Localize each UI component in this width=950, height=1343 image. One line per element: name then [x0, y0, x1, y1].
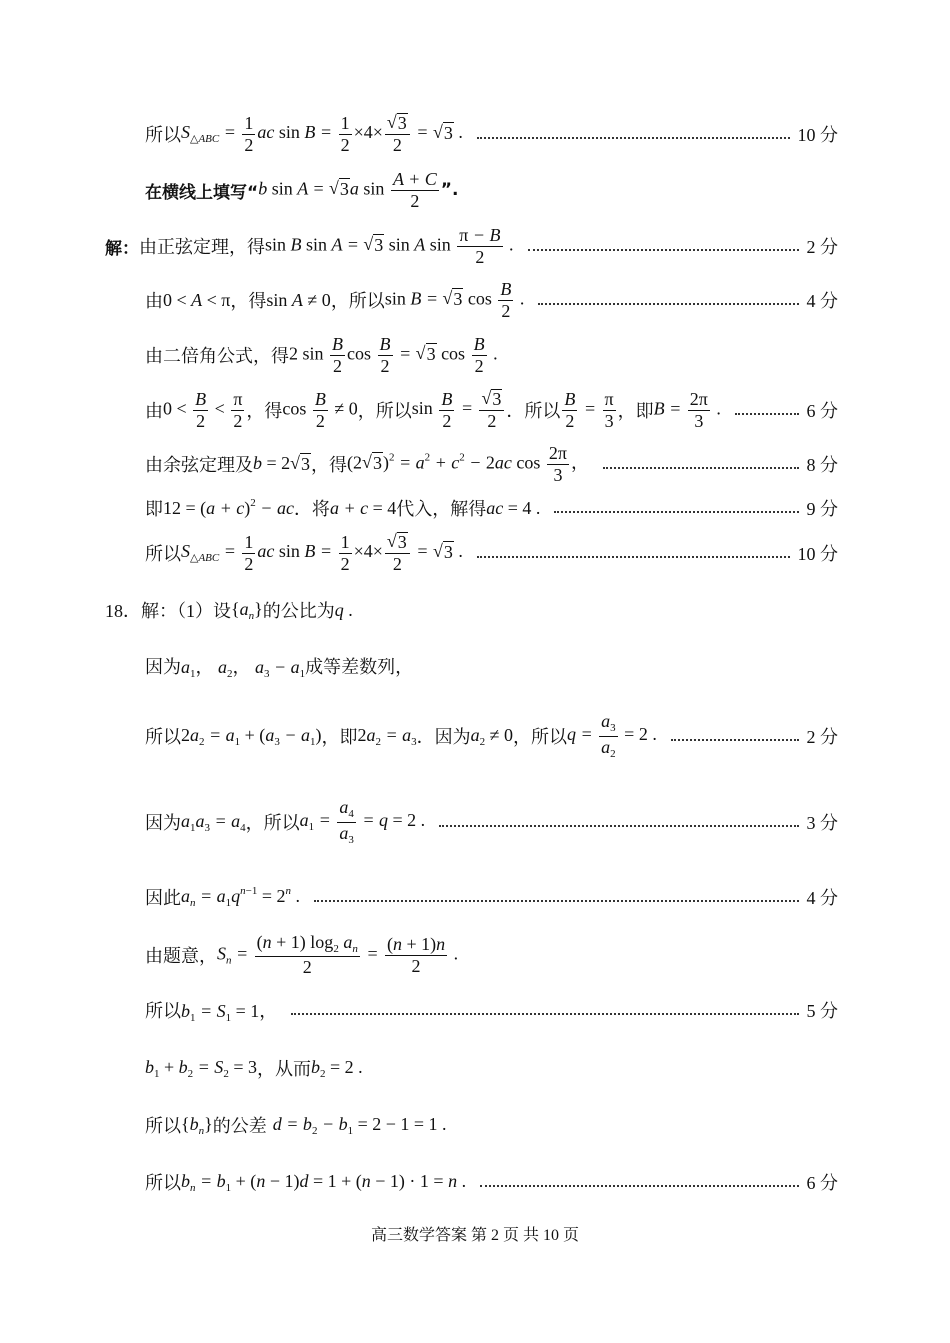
line-6 — [145, 390, 838, 430]
formula: 2 sin $\frac{B}{2}$ cos $\frac{B}{2}$ = √ 3 cos $\frac{B}{2}$ . — [289, 333, 498, 376]
score: 8 分 — [806, 455, 838, 475]
formula: b = 2 √ 3 — [253, 453, 311, 474]
formula: $2a_2 = a_1 + (a_3 - a_1)$ — [181, 724, 322, 748]
formula: a + c = 4 — [329, 497, 397, 518]
page-footer: 高三数学答案 第 2 页 共 10 页 — [370, 1227, 579, 1244]
text: ，所以 — [330, 291, 385, 311]
line-14 — [145, 877, 838, 917]
dot-leader — [554, 511, 798, 513]
formula: $\{b_n\}$ — [181, 1113, 213, 1137]
formula: $12 = (a + c)^2$ − ac — [163, 497, 294, 518]
text: ，所以 — [357, 401, 412, 421]
formula: 0 < $\frac{B}{2}$ < $\frac{\pi}{2}$ — [163, 388, 243, 431]
text: ，得 — [230, 291, 267, 311]
text: 由 — [145, 401, 163, 421]
text: 由二倍角公式，得 — [145, 346, 289, 366]
text: 因此 — [145, 888, 181, 908]
score: 2 分 — [806, 727, 838, 747]
score: 6 分 — [806, 401, 838, 421]
formula: q . — [334, 599, 353, 620]
score: 9 分 — [806, 499, 838, 519]
text: ，即 — [321, 727, 358, 747]
line-11 — [145, 646, 838, 686]
dot-leader — [603, 467, 799, 469]
formula: 0 < A < π — [163, 289, 231, 310]
text: 代入，解得 — [396, 499, 487, 519]
text: 的公差 — [212, 1116, 267, 1136]
formula: $b_n = b_1 + (n - 1)d = 1 + (n - 1) \cdot 1 = n$ . — [181, 1170, 467, 1194]
formula: sin B = √ 3 cos $\frac{B}{2}$ . — [384, 278, 525, 321]
formula: $\{a_n\}$ — [231, 598, 263, 622]
score: 3 分 — [806, 813, 838, 833]
dot-leader — [477, 556, 790, 558]
formula: b sin A = √ 3 a sin $\frac{A + C}{2}$ — [258, 168, 437, 211]
dot-leader — [439, 825, 798, 827]
text: 成等差数列， — [305, 657, 414, 677]
text: 由 — [145, 291, 163, 311]
dot-leader — [477, 137, 790, 139]
solution-label: 解： — [105, 238, 139, 259]
line-15 — [145, 931, 838, 978]
text: ，所以 — [245, 813, 300, 833]
formula: ac = 4 . — [486, 497, 541, 518]
formula: $a_n = a_1q^{n-1} = 2^n$ . — [181, 885, 301, 909]
formula: sin $\frac{B}{2}$ = √ 3 2 — [412, 389, 507, 431]
score: 10 分 — [797, 544, 838, 564]
formula: (2 √ 3 )$^2 = a^2 + c^2 - 2ac$ cos $\frac{2\pi}{3}$ ， — [347, 442, 589, 485]
formula: $b_2 = 2$ . — [310, 1056, 363, 1080]
score: 10 分 — [797, 125, 838, 145]
dot-leader — [528, 249, 799, 251]
formula: $a_1$ = $\frac{a_4}{a_3}$ = q = 2 . — [299, 796, 426, 846]
text: ．因为 — [416, 727, 471, 747]
score: 4 分 — [806, 291, 838, 311]
text: 的公比为 — [262, 601, 335, 621]
line-4 — [145, 280, 838, 320]
line-5 — [145, 335, 838, 375]
question-number: 18． — [105, 601, 141, 621]
text: ．所以 — [506, 401, 561, 421]
text: 由题意， — [145, 946, 217, 966]
text: 因为 — [145, 657, 181, 677]
dot-leader — [314, 900, 798, 902]
line-10-q18 — [105, 590, 838, 630]
line-19 — [145, 1162, 838, 1202]
score: 5 分 — [806, 1001, 838, 1021]
score: 2 分 — [806, 237, 838, 257]
text: ，即 — [617, 401, 654, 421]
text: ．将 — [293, 499, 330, 519]
line-12 — [145, 710, 838, 760]
formula: $S_{\triangle ABC}$ = $\frac{1}{2}$ ac sin B = $\frac{1}{2}$ ×4× √ 3 2 = √ 3 . — [181, 112, 463, 155]
line-18 — [145, 1105, 838, 1145]
formula: $S_{\triangle ABC}$ = $\frac{1}{2}$ ac sin B = $\frac{1}{2}$ ×4× √ 3 2 = √ 3 . — [181, 531, 463, 574]
text: 由余弦定理及 — [145, 455, 253, 475]
formula: $d = b_2 - b_1 = 2 - 1 = 1$ . — [272, 1113, 447, 1137]
text: 所以 — [145, 1001, 181, 1021]
text: ，所以 — [513, 727, 568, 747]
score: 6 分 — [806, 1173, 838, 1193]
formula: $a_1$， $a_2$， $a_3 - a_1$ — [181, 656, 306, 680]
line-9 — [145, 533, 838, 573]
formula: $\frac{B}{2}$ = $\frac{\pi}{3}$ — [564, 388, 614, 431]
dot-leader — [735, 413, 799, 415]
line-13 — [145, 796, 838, 846]
formula: $a_1a_3 = a_4$ — [181, 810, 246, 834]
formula: sin B sin A = √ 3 sin A sin $\frac{\pi - B}{2}$ . — [265, 224, 514, 267]
formula: sin A ≠ 0 — [266, 289, 331, 310]
text: ，从而 — [256, 1059, 311, 1079]
formula: $a_2 \ne 0$ — [470, 724, 514, 748]
line-2-fill-blank — [145, 170, 838, 210]
dot-leader — [671, 739, 799, 741]
text: 所以 — [145, 1173, 181, 1193]
formula: $b_1 = S_1 = 1$， — [181, 1000, 278, 1024]
formula: q = $\frac{a_3}{a_2}$ = 2 . — [567, 710, 657, 760]
text: 所以 — [145, 544, 181, 564]
dot-leader — [291, 1013, 798, 1015]
formula: cos $\frac{B}{2}$ ≠ 0 — [282, 388, 358, 431]
text: 所以 — [145, 727, 181, 747]
text: 因为 — [145, 813, 181, 833]
dot-leader — [538, 303, 798, 305]
text: 解：（1）设 — [141, 601, 231, 621]
line-1-area — [145, 114, 838, 154]
line-8 — [145, 488, 838, 528]
dot-leader — [480, 1185, 798, 1187]
formula: $2a_2 = a_3$ — [357, 724, 417, 748]
formula: $b_1 + b_2 = S_2 = 3$ — [145, 1056, 257, 1080]
line-3-solution — [105, 226, 838, 266]
text: ，得 — [311, 455, 348, 475]
text: ，得 — [246, 401, 283, 421]
text: 即 — [145, 499, 163, 519]
bold-text: 在横线上填写“ — [145, 182, 259, 203]
formula: $S_n$ = $\frac{(n + 1) \log_2 a_n}{2}$ = $\frac{(n + 1)n}{2}$ . — [217, 931, 459, 978]
text: 所以 — [145, 1116, 181, 1136]
line-16 — [145, 990, 838, 1030]
text: 所以 — [145, 125, 181, 145]
line-17 — [145, 1048, 838, 1088]
bold-text: ”. — [440, 180, 459, 200]
formula: B = $\frac{2\pi}{3}$ . — [653, 388, 721, 431]
score: 4 分 — [806, 888, 838, 908]
text: 由正弦定理，得 — [139, 237, 265, 257]
line-7 — [145, 444, 838, 484]
